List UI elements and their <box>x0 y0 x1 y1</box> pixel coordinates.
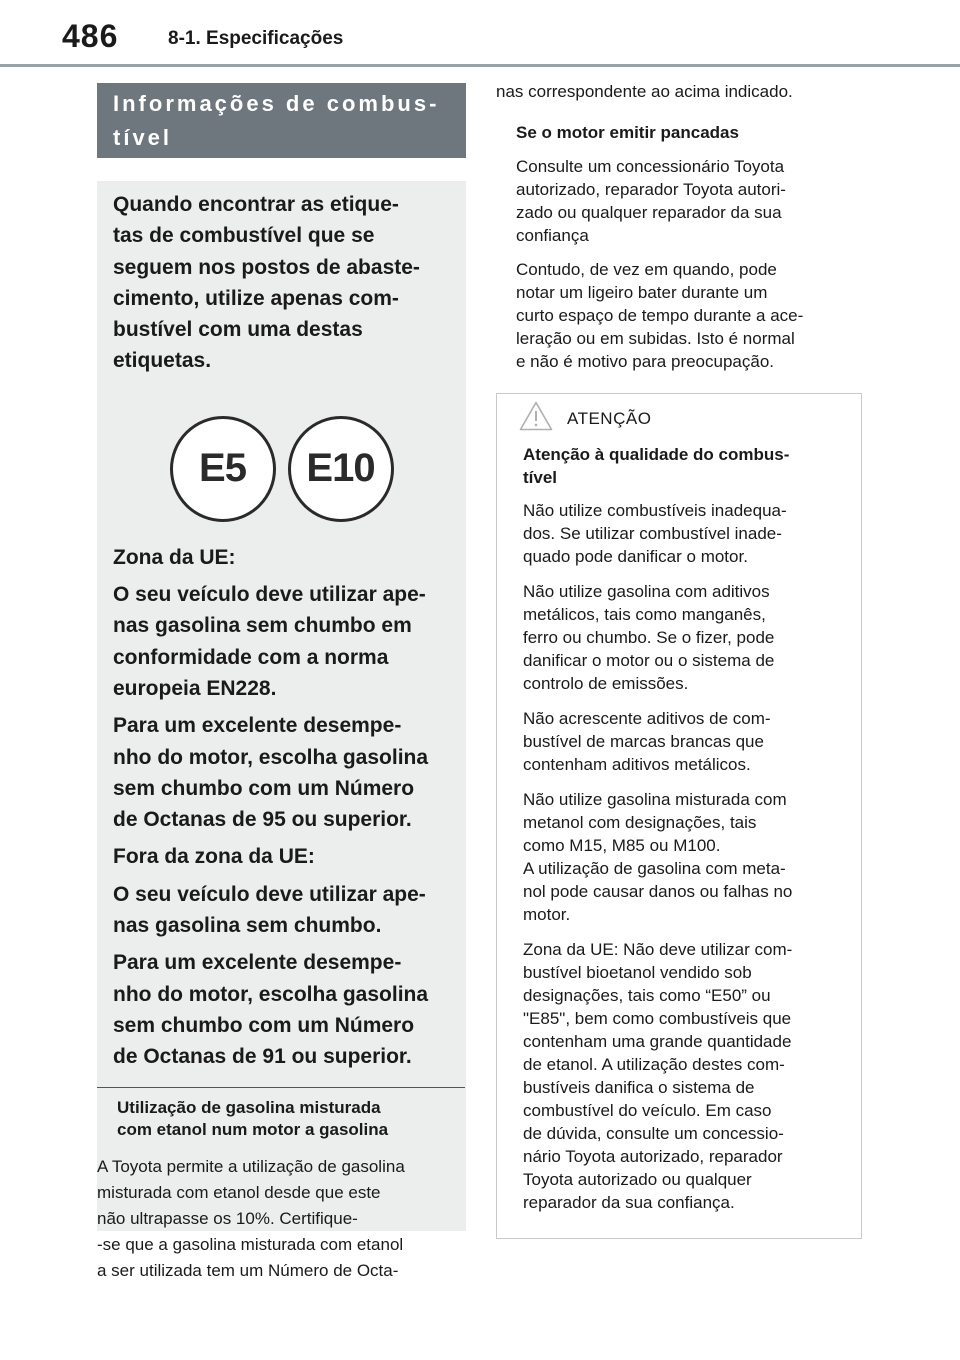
fuel-label-badges <box>113 416 450 522</box>
right-column <box>496 80 864 384</box>
info-intro: Quando encontrar as etique- tas de combustível que se seguem nos postos de abaste- cimento, utilize apenas com- bustível com uma destas etiquetas. <box>113 193 420 373</box>
warning-title: Atenção à qualidade do combus- tível <box>523 445 790 487</box>
header-divider <box>0 64 960 67</box>
info-paragraph: Para um excelente desempe- nho do motor, escolha gasolina sem chumbo com um Número de Octanas de 91 ou superior. <box>113 951 429 1069</box>
info-paragraph: Fora da zona da UE: <box>113 845 315 869</box>
info-paragraph: O seu veículo deve utilizar ape- nas gasolina sem chumbo. <box>113 882 426 938</box>
page-number: 486 <box>62 18 119 54</box>
warning-box <box>496 393 862 1239</box>
subsection-divider <box>97 1087 465 1088</box>
banner-line: Informações de combus- <box>113 91 440 116</box>
info-paragraph: Para um excelente desempe- nho do motor, escolha gasolina sem chumbo com um Número de Octanas de 95 ou superior. <box>113 714 429 832</box>
left-column <box>97 83 466 1231</box>
subsection-heading: Utilização de gasolina misturada com etanol num motor a gasolina <box>117 1098 389 1139</box>
banner-line: tível <box>113 125 173 150</box>
knock-heading: Se o motor emitir pancadas <box>516 123 739 142</box>
e5-fuel-label-icon: E5 <box>170 416 276 522</box>
knock-section <box>496 121 864 373</box>
warning-paragraph: Não utilize combustíveis inadequa- dos. Se utilizar combustível inade- quado pode danificar o motor. <box>523 501 787 566</box>
warning-paragraph: Não utilize gasolina com aditivos metálicos, tais como manganês, ferro ou chumbo. Se o fizer, pode danificar o motor ou o sistema de controlo de emissões. <box>523 582 775 693</box>
e10-fuel-label-icon: E10 <box>288 416 394 522</box>
info-paragraph: O seu veículo deve utilizar ape- nas gasolina sem chumbo em conformidade com a norma europeia EN228. <box>113 583 426 700</box>
continued-text: nas correspondente ao acima indicado. <box>496 82 793 101</box>
warning-body <box>497 438 861 1214</box>
warning-label: ATENÇÃO <box>567 409 652 428</box>
warning-triangle-icon <box>519 401 553 431</box>
warning-header <box>497 394 861 438</box>
warning-paragraph: Zona da UE: Não deve utilizar com- bustível bioetanol vendido sob designações, tais como “E50” ou "E85", bem como combustíveis que contenham uma grande quantidade de etanol. A utilização destes com- bustíveis danifica o sistema de combustível do veículo. Em caso de dúvida, consulte um concessio- nário Toyota autorizado, reparador Toyota autorizado ou qualquer reparador da sua confiança. <box>523 940 793 1212</box>
info-paragraph: Zona da UE: <box>113 545 236 569</box>
knock-paragraph: Contudo, de vez em quando, pode notar um ligeiro bater durante um curto espaço de tempo durante a ace- leração ou em subidas. Isto é normal e não é motivo para preocupação. <box>516 260 804 371</box>
section-banner <box>97 83 466 158</box>
warning-paragraph: Não utilize gasolina misturada com metanol com designações, tais como M15, M85 ou M100. A utilização de gasolina com meta- nol pode causar danos ou falhas no motor. <box>523 790 793 924</box>
knock-paragraph: Consulte um concessionário Toyota autorizado, reparador Toyota autori- zado ou qualquer reparador da sua confiança <box>516 157 786 245</box>
warning-paragraph: Não acrescente aditivos de com- bustível de marcas brancas que contenham aditivos metálicos. <box>523 709 771 774</box>
ethanol-body-text: A Toyota permite a utilização de gasolina misturada com etanol desde que este não ultrapasse os 10%. Certifique- -se que a gasolina misturada com etanol a ser utilizada tem um Número de Octa- <box>97 1157 405 1280</box>
fuel-label-info-box <box>97 181 466 1231</box>
section-title: 8-1. Especificações <box>168 28 344 49</box>
